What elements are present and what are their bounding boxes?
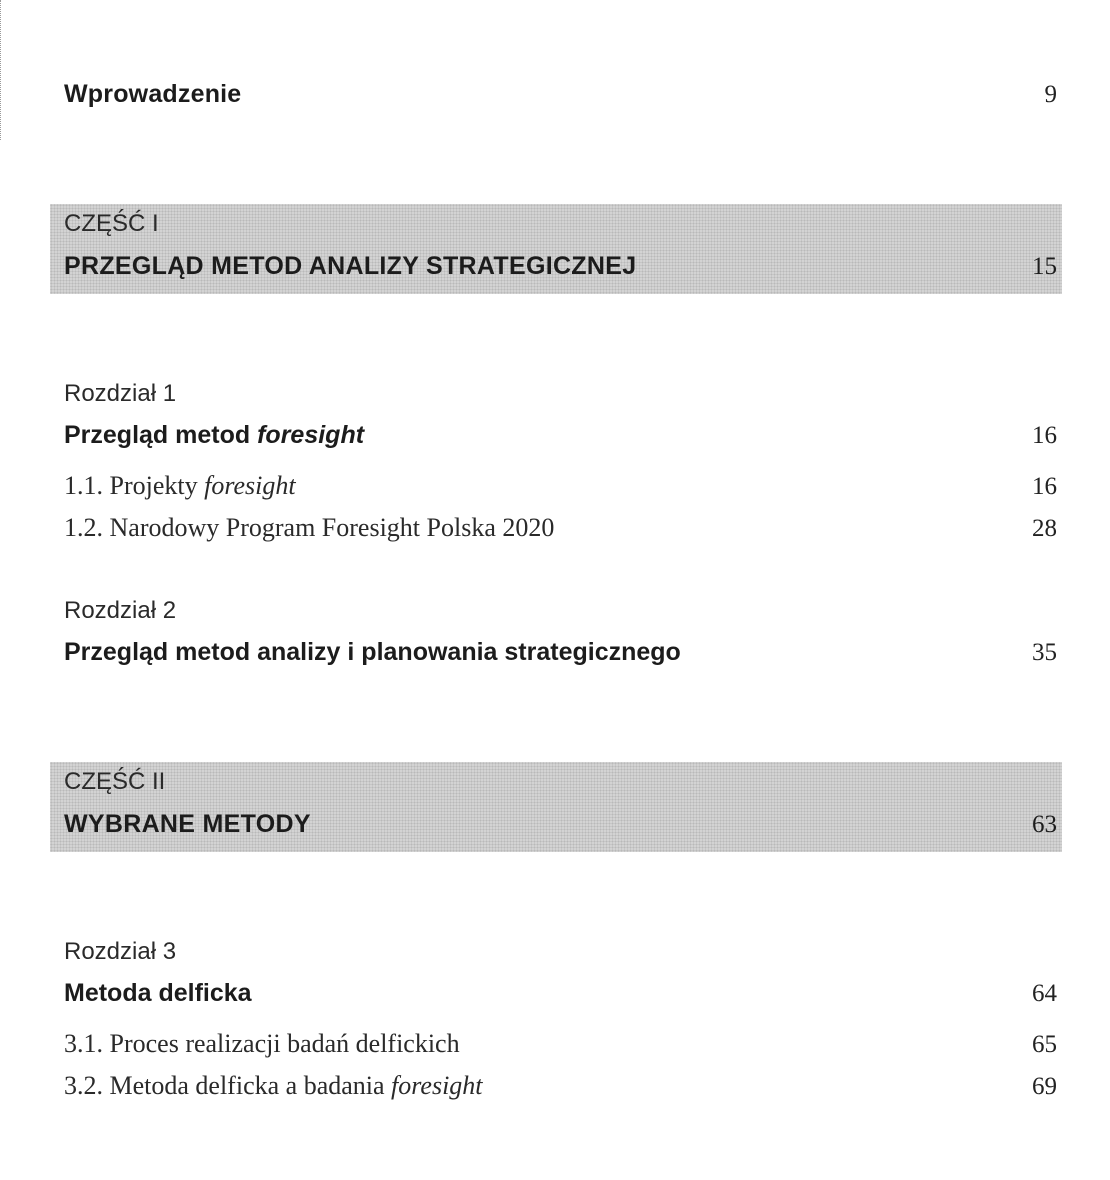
chapter-3-page: 64	[1032, 980, 1057, 1007]
part-1-band[interactable]	[50, 204, 1062, 294]
page-edge	[0, 0, 4, 140]
toc-entry-intro[interactable]	[64, 80, 1057, 109]
part-1-title: PRZEGLĄD METOD ANALIZY STRATEGICZNEJ	[64, 252, 637, 280]
section-1-2-text: Narodowy Program Foresight Polska 2020	[109, 513, 555, 542]
section-1-2-page: 28	[1032, 515, 1057, 542]
toc-entry-chapter-1[interactable]	[64, 421, 1057, 450]
section-1-1-title	[64, 471, 296, 501]
section-1-2-number: 1.2.	[64, 513, 103, 542]
section-1-1-page: 16	[1032, 473, 1057, 500]
toc-entry-chapter-3[interactable]	[64, 979, 1057, 1008]
section-3-1-page: 65	[1032, 1031, 1057, 1058]
section-3-2-page: 69	[1032, 1073, 1057, 1100]
part-2-page: 63	[1032, 811, 1057, 838]
part-2-title-row	[64, 810, 1057, 839]
section-1-1-text: Projekty	[109, 471, 205, 500]
chapter-2-label: Rozdział 2	[64, 597, 177, 624]
chapter-3-title: Metoda delficka	[64, 979, 252, 1007]
toc-entry-section-3-1[interactable]	[64, 1029, 1057, 1059]
chapter-1-title-italic: foresight	[257, 421, 365, 449]
toc-entry-section-1-2[interactable]	[64, 513, 1057, 543]
toc-entry-section-3-2[interactable]	[64, 1071, 1057, 1101]
section-3-1-text: Proces realizacji badań delfickich	[109, 1029, 460, 1058]
section-3-2-number: 3.2.	[64, 1071, 103, 1100]
section-3-2-text: Metoda delficka a badania	[109, 1071, 392, 1100]
section-3-1-title	[64, 1029, 460, 1059]
part-2-title: WYBRANE METODY	[64, 810, 311, 838]
chapter-3-label: Rozdział 3	[64, 938, 177, 965]
section-1-2-title	[64, 513, 554, 543]
intro-page: 9	[1044, 81, 1057, 108]
chapter-2-page: 35	[1032, 639, 1057, 666]
section-3-1-number: 3.1.	[64, 1029, 103, 1058]
part-1-page: 15	[1032, 253, 1057, 280]
part-1-title-row	[64, 252, 1057, 281]
section-3-2-title	[64, 1071, 483, 1101]
chapter-1-title-prefix: Przegląd metod	[64, 421, 258, 449]
chapter-2-title: Przegląd metod analizy i planowania strategicznego	[64, 638, 681, 666]
chapter-1-title	[64, 421, 364, 450]
toc-entry-chapter-2[interactable]	[64, 638, 1057, 667]
section-1-1-number: 1.1.	[64, 471, 103, 500]
intro-title: Wprowadzenie	[64, 80, 242, 108]
part-2-band[interactable]	[50, 762, 1062, 852]
chapter-1-page: 16	[1032, 422, 1057, 449]
section-1-1-italic: foresight	[204, 471, 296, 500]
part-2-label: CZĘŚĆ II	[64, 768, 166, 795]
toc-entry-section-1-1[interactable]	[64, 471, 1057, 501]
chapter-1-label: Rozdział 1	[64, 380, 177, 407]
section-3-2-italic: foresight	[391, 1071, 483, 1100]
part-1-label: CZĘŚĆ I	[64, 210, 159, 237]
